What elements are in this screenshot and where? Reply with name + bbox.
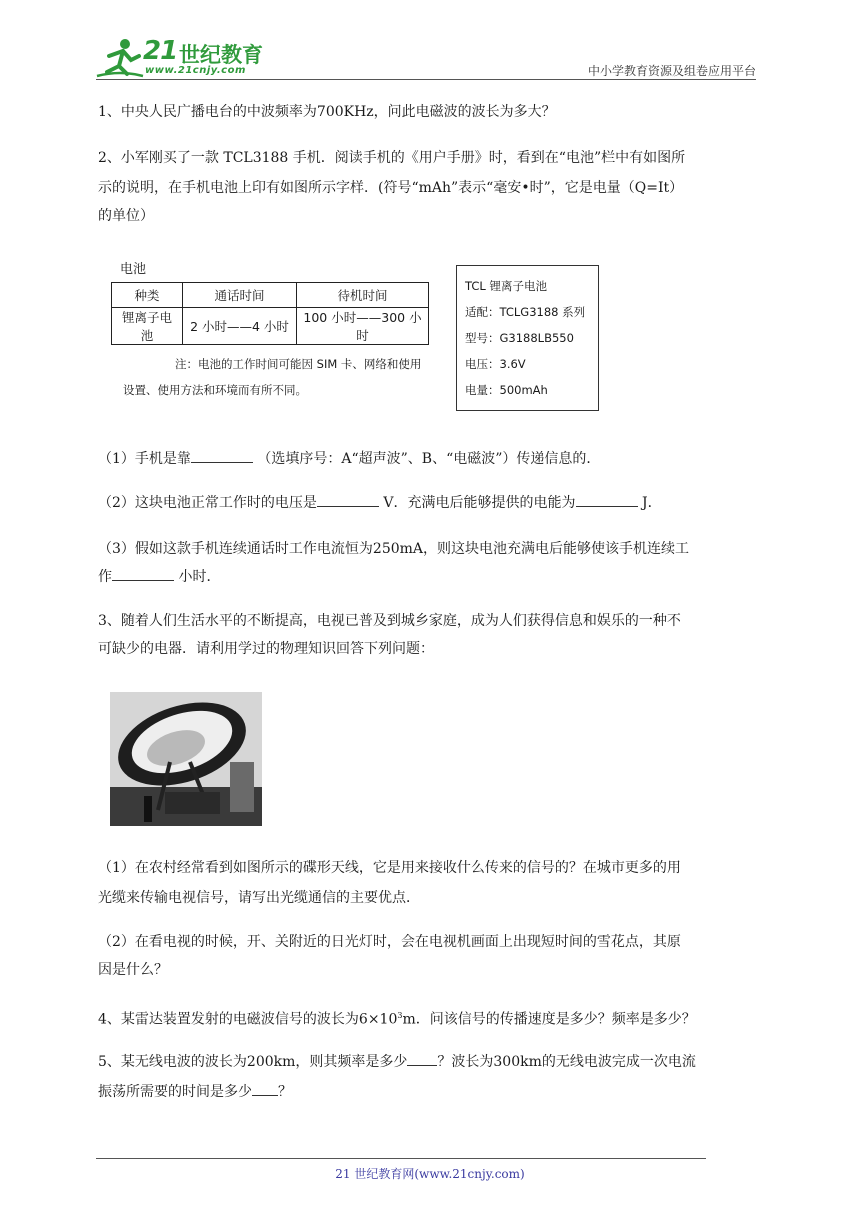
question-3-line-2: 可缺少的电器．请利用学过的物理知识回答下列问题：: [98, 641, 434, 657]
sub-1-text-b: （选填序号：A“超声波”、B、“电磁波”）传递信息的．: [257, 451, 601, 467]
question-3-line-1: 3、随着人们生活水平的不断提高，电视已普及到城乡家庭，成为人们获得信息和娱乐的一种不: [98, 613, 681, 629]
table-cell: 2 小时——4 小时: [183, 308, 297, 345]
battery-table: [111, 282, 429, 345]
runner-logo-icon: [95, 36, 145, 80]
question-3-sub-1-line-1: （1）在农村经常看到如图所示的碟形天线，它是用来接收什么传来的信号的？在城市更多的用: [98, 860, 681, 876]
answer-blank[interactable]: [576, 492, 638, 507]
question-3-sub-1-line-2: 光缆来传输电视信号，请写出光缆通信的主要优点．: [98, 890, 420, 906]
question-3-sub-2-line-1: （2）在看电视的时候，开、关附近的日光灯时，会在电视机画面上出现短时间的雪花点，其原: [98, 934, 681, 950]
question-2-sub-1: [98, 444, 763, 474]
table-cell: 锂离子电池: [112, 308, 183, 345]
sub-2-text-a: （2）这块电池正常工作时的电压是: [98, 495, 317, 511]
question-5-text-a: 5、某无线电波的波长为200km，则其频率是多少: [98, 1054, 408, 1070]
question-5-line-1: [98, 1047, 763, 1077]
logo-text-cn: 世纪教育: [179, 43, 263, 67]
question-2-line-2: 示的说明，在手机电池上印有如图所示字样．(符号“mAh”表示“毫安•时”，它是电量（Q=It）: [98, 180, 684, 196]
question-4: [98, 1001, 763, 1035]
answer-blank[interactable]: [191, 448, 253, 463]
footer-divider: [96, 1158, 706, 1159]
sub-3-text-b: 小时．: [178, 569, 221, 585]
site-logo: [95, 36, 265, 80]
logo-text-21: 21: [143, 36, 178, 66]
header-divider: [96, 79, 756, 80]
answer-blank[interactable]: [317, 492, 379, 507]
battery-label-line: 电压：3.6V: [465, 357, 526, 371]
question-1: 1、中央人民广播电台的中波频率为700KHz，问此电磁波的波长为多大？: [98, 104, 556, 120]
dish-antenna-image: [110, 692, 262, 826]
question-3-sub-2-line-2: 因是什么？: [98, 962, 168, 978]
battery-label-line: 适配：TCLG3188 系列: [465, 305, 586, 319]
battery-note-line-1: 注：电池的工作时间可能因 SIM 卡、网络和使用: [175, 357, 422, 371]
battery-label-line: TCL 锂离子电池: [465, 279, 547, 293]
answer-blank[interactable]: [252, 1081, 278, 1096]
battery-table-title: 电池: [120, 262, 147, 277]
dish-antenna-photo: [110, 692, 262, 826]
question-2-sub-3-line-1: （3）假如这款手机连续通话时工作电流恒为250mA，则这块电池充满电后能够使该手机连续工: [98, 541, 690, 557]
question-5-text-c: 振荡所需要的时间是多少: [98, 1084, 252, 1100]
answer-blank[interactable]: [407, 1051, 437, 1066]
sub-1-text-a: （1）手机是靠: [98, 451, 191, 467]
battery-label-card: [456, 265, 599, 411]
question-4-text-b: m．问该信号的传播速度是多少？频率是多少？: [402, 1011, 696, 1028]
logo-url: www.21cnjy.com: [145, 65, 246, 76]
question-2-line-3: 的单位）: [98, 208, 154, 224]
answer-blank[interactable]: [112, 566, 174, 581]
table-header-cell: 种类: [112, 283, 183, 308]
battery-label-line: 型号：G3188LB550: [465, 331, 574, 345]
exponent: 3: [397, 1011, 403, 1020]
sub-2-text-c: J．: [641, 495, 662, 511]
question-2-sub-2: [98, 488, 763, 518]
sub-3-text-a: 作: [98, 569, 112, 585]
battery-label-line: 电量：500mAh: [465, 383, 548, 397]
header-platform-text: 中小学教育资源及组卷应用平台: [587, 64, 756, 78]
table-row: [112, 308, 429, 345]
footer-text: 21 世纪教育网(www.21cnjy.com): [335, 1167, 525, 1181]
table-cell: 100 小时——300 小时: [297, 308, 429, 345]
table-row: [112, 283, 429, 308]
question-2-sub-3-line-2: [98, 562, 763, 592]
table-header-cell: 通话时间: [183, 283, 297, 308]
question-5-line-2: [98, 1077, 763, 1107]
question-5-text-b: ？波长为300km的无线电波完成一次电流: [437, 1054, 696, 1070]
sub-2-text-b: V．充满电后能够提供的电能为: [383, 495, 576, 511]
question-4-text-a: 4、某雷达装置发射的电磁波信号的波长为6×10: [98, 1011, 398, 1028]
question-2-line-1: 2、小军刚买了一款 TCL3188 手机．阅读手机的《用户手册》时，看到在“电池”栏中有如图所: [98, 150, 686, 166]
table-header-cell: 待机时间: [297, 283, 429, 308]
battery-note-line-2: 设置、使用方法和环境而有所不同。: [123, 383, 307, 397]
question-5-text-d: ？: [278, 1084, 292, 1100]
